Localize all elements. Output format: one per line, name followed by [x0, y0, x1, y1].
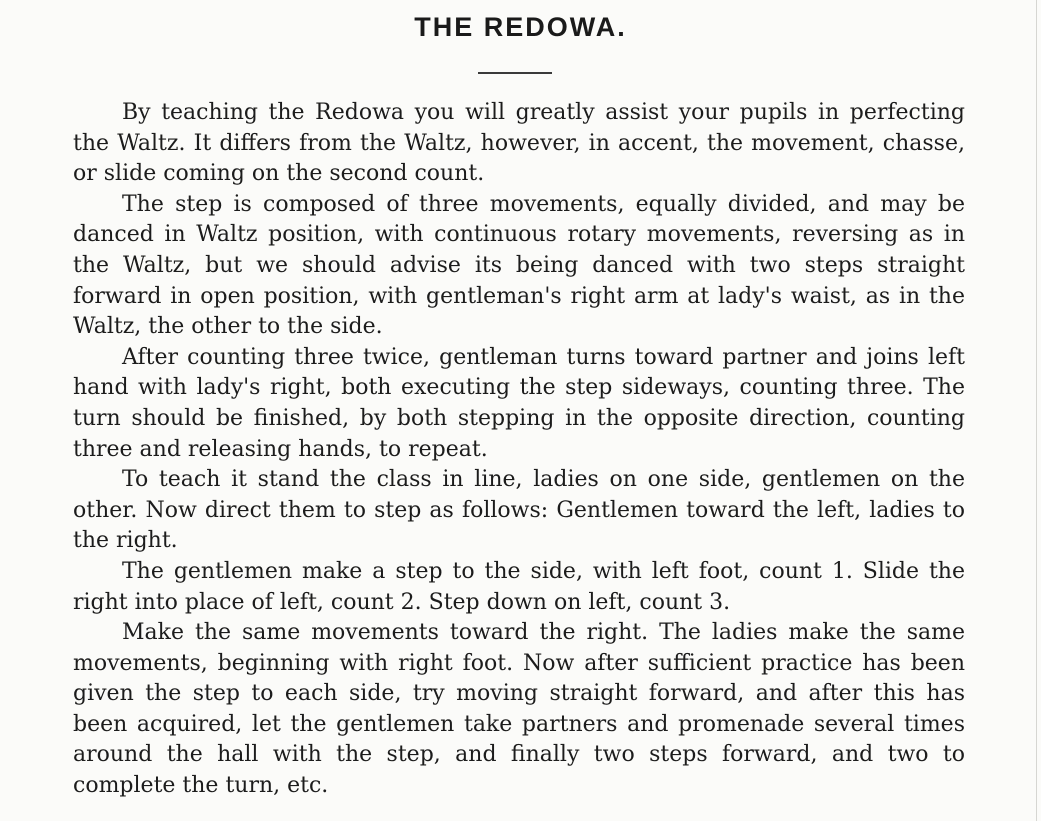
paragraph-1: By teaching the Redowa you will greatly assist your pupils in perfecting the Waltz. It differs from the Waltz, however, in accent, the movement, chasse, or slide coming on the second count.: [73, 100, 965, 187]
page-title: THE REDOWA.: [414, 12, 627, 42]
paragraph-6: Make the same movements toward the right. The ladies make the same movements, beginning with right foot. Now after sufficient practice has been given the step to each side, try moving straight forward, and after this has been acquired, let the gentlemen take partners and promenade several times around the hall with the step, and finally two steps forward, and two to complete the turn, etc.: [73, 620, 965, 799]
paragraph-4: To teach it stand the class in line, ladies on one side, gentlemen on the other. Now direct them to step as follows: Gentlemen toward the left, ladies to the right.: [73, 467, 965, 554]
body-text: [73, 98, 965, 802]
paragraph-5: The gentlemen make a step to the side, with left foot, count 1. Slide the right into place of left, count 2. Step down on left, count 3.: [73, 558, 965, 615]
title-divider: [478, 72, 552, 74]
paragraph-3: After counting three twice, gentleman turns toward partner and joins left hand with lady's right, both executing the step sideways, counting three. The turn should be finished, by both stepping in the opposite direction, counting three and releasing hands, to repeat.: [73, 344, 965, 462]
paragraph-2: The step is composed of three movements, equally divided, and may be danced in Waltz position, with continuous rotary movements, reversing as in the Waltz, but we should advise its being danced with two steps straight forward in open position, with gentleman's right arm at lady's waist, as in the Waltz, the other to the side.: [73, 191, 965, 340]
page-edge-line: [1036, 0, 1037, 821]
